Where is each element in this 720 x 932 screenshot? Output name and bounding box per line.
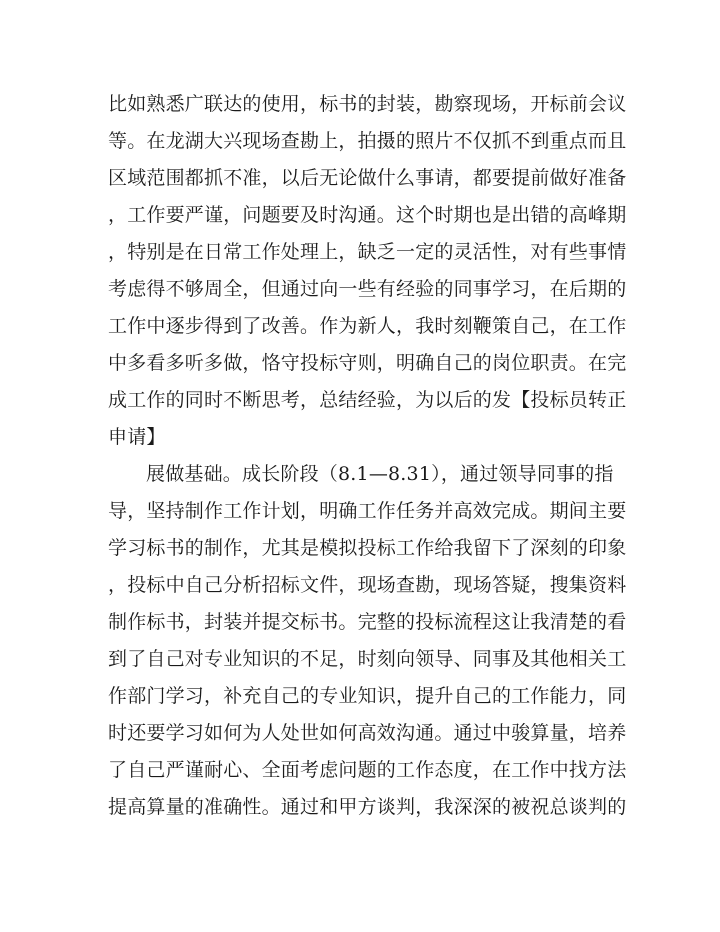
text-line: 考虑得不够周全，但通过向一些有经验的同事学习，在后期的 <box>108 278 627 300</box>
text-line: 比如熟悉广联达的使用，标书的封装，勘察现场，开标前会议 <box>108 93 627 115</box>
text-line: 制作标书，封装并提交标书。完整的投标流程这让我清楚的看 <box>108 611 627 633</box>
text-line: 成工作的同时不断思考，总结经验，为以后的发【投标员转正 <box>108 389 627 411</box>
paragraph-1 <box>108 86 628 456</box>
text-line: 学习标书的制作，尤其是模拟投标工作给我留下了深刻的印象 <box>108 537 627 559</box>
text-line: 到了自己对专业知识的不足，时刻向领导、同事及其他相关工 <box>108 648 627 670</box>
text-line: 中多看多听多做，恪守投标守则，明确自己的岗位职责。在完 <box>108 352 627 374</box>
text-line: 时还要学习如何为人处世如何高效沟通。通过中骏算量，培养 <box>108 722 627 744</box>
text-line: 作部门学习，补充自己的专业知识，提升自己的工作能力，同 <box>108 685 627 707</box>
text-line: 等。在龙湖大兴现场查勘上，拍摄的照片不仅抓不到重点而且 <box>108 130 627 152</box>
text-line: ，特别是在日常工作处理上，缺乏一定的灵活性，对有些事情 <box>108 241 627 263</box>
text-line: ，投标中自己分析招标文件，现场查勘，现场答疑，搜集资料 <box>108 574 627 596</box>
text-line: 区域范围都抓不准，以后无论做什么事请，都要提前做好准备 <box>108 167 627 189</box>
paragraph-2 <box>108 456 628 826</box>
text-line: 申请】 <box>108 426 166 448</box>
text-line: 导，坚持制作工作计划，明确工作任务并高效完成。期间主要 <box>108 500 627 522</box>
text-line: 工作中逐步得到了改善。作为新人，我时刻鞭策自己，在工作 <box>108 315 627 337</box>
text-line: 提高算量的准确性。通过和甲方谈判，我深深的被祝总谈判的 <box>108 796 627 818</box>
text-line: 了自己严谨耐心、全面考虑问题的工作态度，在工作中找方法 <box>108 759 627 781</box>
text-line-first: 展做基础。成长阶段（8.1—8.31），通过领导同事的指 <box>146 463 614 485</box>
text-line: ，工作要严谨，问题要及时沟通。这个时期也是出错的高峰期 <box>108 204 627 226</box>
